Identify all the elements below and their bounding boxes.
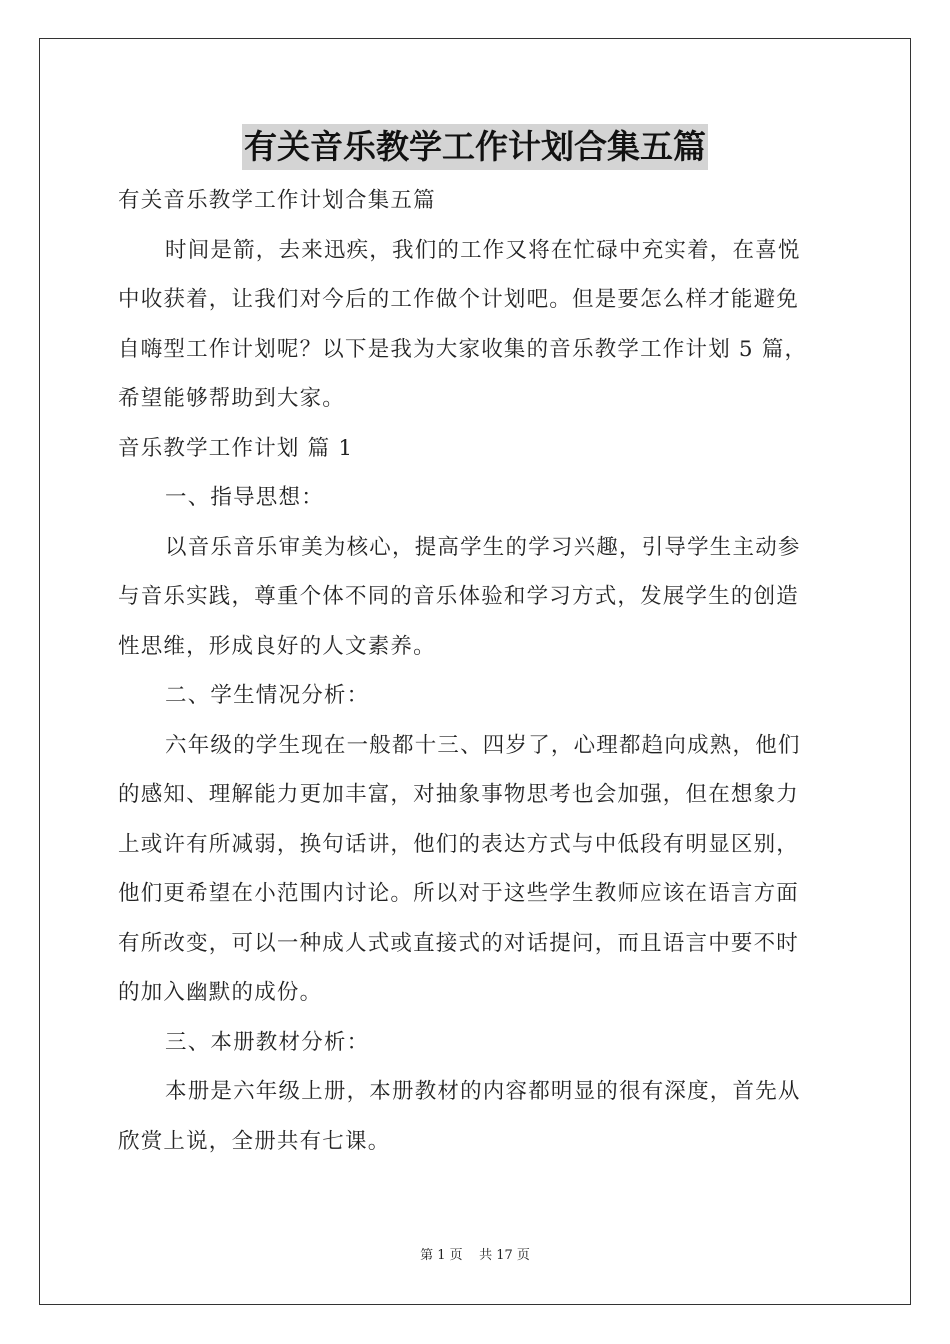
body-line: 与音乐实践，尊重个体不同的音乐体验和学习方式，发展学生的创造: [118, 584, 800, 609]
page-footer: [0, 1246, 950, 1266]
page-number: 第 1 页 共 17 页: [420, 1248, 530, 1263]
body-line: 他们更希望在小范围内讨论。所以对于这些学生教师应该在语言方面: [118, 881, 800, 906]
document-title: 有关音乐教学工作计划合集五篇: [242, 124, 708, 170]
body-line: 六年级的学生现在一般都十三、四岁了，心理都趋向成熟，他们: [165, 732, 801, 758]
body-line: 有所改变，可以一种成人式或直接式的对话提问，而且语言中要不时: [118, 930, 800, 956]
body-line: 的加入幽默的成份。: [118, 980, 323, 1005]
subsection-heading: 二、学生情况分析：: [165, 683, 370, 708]
body-line: 上或许有所减弱，换句话讲，他们的表达方式与中低段有明显区别，: [118, 831, 800, 857]
body-line: 以音乐音乐审美为核心，提高学生的学习兴趣，引导学生主动参: [165, 534, 801, 560]
subsection-heading: 一、指导思想：: [165, 485, 324, 510]
body-line: 希望能够帮助到大家。: [118, 386, 346, 411]
subsection-heading: 三、本册教材分析：: [165, 1029, 370, 1055]
section-heading: 音乐教学工作计划 篇 1: [118, 435, 354, 461]
body-line: 自嗨型工作计划呢？以下是我为大家收集的音乐教学工作计划 5 篇，: [118, 336, 808, 362]
document-body: [118, 176, 834, 1166]
title-container: [0, 124, 950, 170]
body-line: 本册是六年级上册，本册教材的内容都明显的很有深度，首先从: [165, 1079, 801, 1104]
body-line: 欣赏上说，全册共有七课。: [118, 1128, 391, 1154]
body-line: 性思维，形成良好的人文素养。: [118, 633, 436, 659]
body-line: 时间是箭，去来迅疾，我们的工作又将在忙碌中充实着，在喜悦: [165, 237, 801, 263]
body-line: 有关音乐教学工作计划合集五篇: [118, 188, 436, 213]
body-line: 的感知、理解能力更加丰富，对抽象事物思考也会加强，但在想象力: [118, 782, 800, 807]
body-line: 中收获着，让我们对今后的工作做个计划吧。但是要怎么样才能避免: [118, 287, 800, 312]
